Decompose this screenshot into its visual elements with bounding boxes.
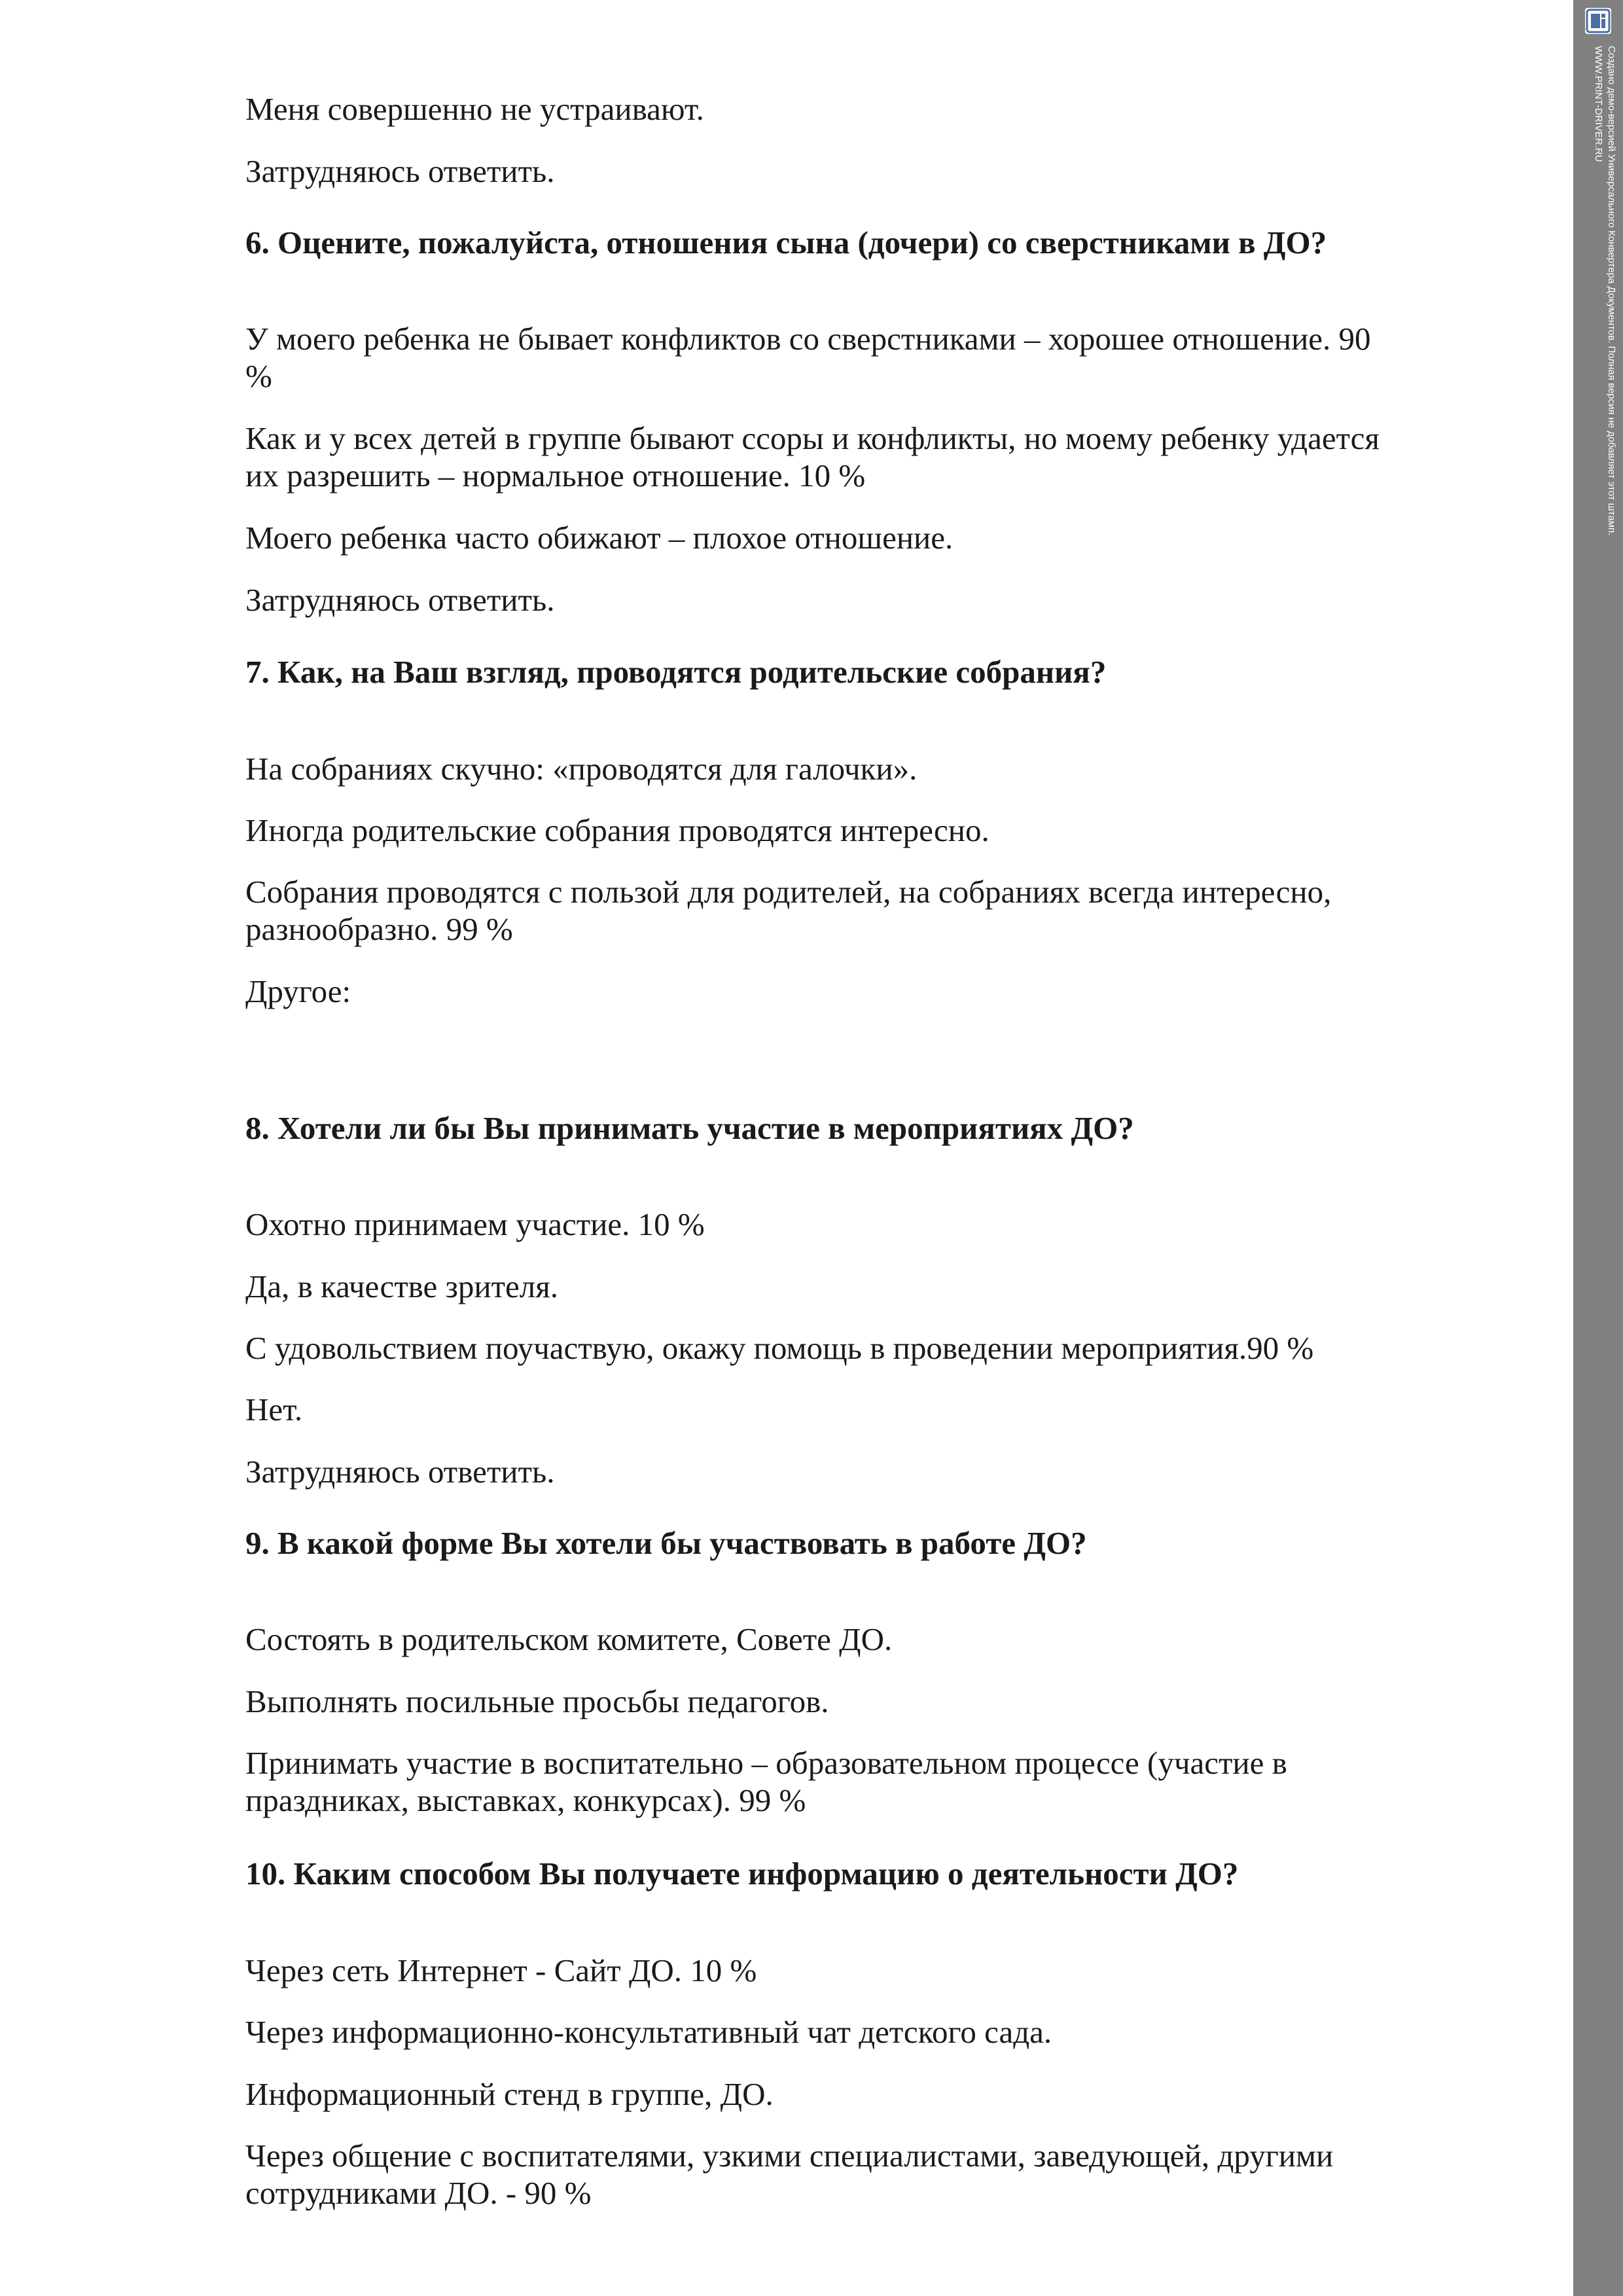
question-8-answer-1 bbox=[245, 1206, 1397, 1243]
question-10-answer-3 bbox=[245, 2075, 1397, 2113]
question-7-answer-4 bbox=[245, 973, 1397, 1010]
watermark-line-1: Создано демо-версией Универсального Конвертера Документов. Полная версия не добавляет этот штамп. bbox=[1606, 46, 1617, 536]
question-title: 10. Каким способом Вы получаете информацию о деятельности ДО? bbox=[245, 1856, 1239, 1892]
question-title: 8. Хотели ли бы Вы принимать участие в мероприятиях ДО? bbox=[245, 1110, 1134, 1146]
answer-line: Нет. bbox=[245, 1391, 303, 1427]
answer-line: Моего ребенка часто обижают – плохое отношение. bbox=[245, 520, 954, 556]
intro-answers bbox=[245, 90, 1397, 128]
question-10-answer-2 bbox=[245, 2013, 1397, 2051]
question-8 bbox=[245, 1109, 1397, 1147]
answer-line: Другое: bbox=[245, 973, 351, 1009]
document-converter-logo-icon bbox=[1585, 8, 1611, 34]
answer-line: Да, в качестве зрителя. bbox=[245, 1268, 559, 1304]
answer-line: Охотно принимаем участие. 10 % bbox=[245, 1206, 705, 1242]
answer-line: Принимать участие в воспитательно – образовательном процессе (участие в праздниках, выставках, конкурсах). 99 % bbox=[245, 1745, 1287, 1818]
question-6-answer-3 bbox=[245, 519, 1397, 556]
answer-line: Как и у всех детей в группе бывают ссоры и конфликты, но моему ребенку удается их разрешить – нормальное отношение. 10 % bbox=[245, 420, 1380, 493]
question-7-answer-1 bbox=[245, 750, 1397, 787]
watermark-line-2: WWW.PRINT-DRIVER.RU bbox=[1593, 46, 1604, 162]
question-9-answer-2 bbox=[245, 1683, 1397, 1720]
question-9-answer-1 bbox=[245, 1621, 1397, 1658]
question-6-answer-2 bbox=[245, 420, 1397, 494]
question-8-answer-4 bbox=[245, 1391, 1397, 1428]
answer-line: Состоять в родительском комитете, Совете ДО. bbox=[245, 1621, 893, 1657]
answer-line: Через информационно-консультативный чат детского сада. bbox=[245, 2014, 1052, 2050]
question-7-answer-3 bbox=[245, 873, 1397, 948]
answer-line: Затрудняюсь ответить. bbox=[245, 1454, 555, 1490]
answer-line: Через общение с воспитателями, узкими специалистами, заведующей, другими сотрудниками ДО. - 90 % bbox=[245, 2138, 1334, 2211]
answer-line: Через сеть Интернет - Сайт ДО. 10 % bbox=[245, 1952, 757, 1988]
question-7 bbox=[245, 653, 1397, 691]
question-9-answer-3 bbox=[245, 1744, 1397, 1819]
answer-line: Собрания проводятся с пользой для родителей, на собраниях всегда интересно, разнообразно. 99 % bbox=[245, 874, 1332, 947]
question-8-answer-2 bbox=[245, 1268, 1397, 1305]
answer-line: У моего ребенка не бывает конфликтов со сверстниками – хорошее отношение. 90 % bbox=[245, 321, 1371, 394]
watermark-text bbox=[1592, 46, 1618, 535]
question-7-answer-2 bbox=[245, 812, 1397, 849]
question-6 bbox=[245, 224, 1397, 261]
intro-answers-2 bbox=[245, 152, 1397, 190]
question-title: 7. Как, на Ваш взгляд, проводятся родительские собрания? bbox=[245, 654, 1107, 690]
answer-line: Меня совершенно не устраивают. bbox=[245, 91, 704, 127]
question-10 bbox=[245, 1855, 1397, 1892]
answer-line: Затрудняюсь ответить. bbox=[245, 582, 555, 618]
question-10-answer-1 bbox=[245, 1952, 1397, 1989]
answer-line: С удовольствием поучаствую, окажу помощь в проведении мероприятия.90 % bbox=[245, 1330, 1314, 1366]
question-6-answers bbox=[245, 320, 1397, 395]
question-6-answer-4 bbox=[245, 581, 1397, 619]
question-title: 9. В какой форме Вы хотели бы участвовать в работе ДО? bbox=[245, 1525, 1087, 1561]
answer-line: На собраниях скучно: «проводятся для галочки». bbox=[245, 751, 918, 787]
answer-line: Информационный стенд в группе, ДО. bbox=[245, 2076, 774, 2112]
answer-line: Затрудняюсь ответить. bbox=[245, 153, 555, 189]
question-title: 6. Оцените, пожалуйста, отношения сына (дочери) со сверстниками в ДО? bbox=[245, 224, 1327, 260]
answer-line: Иногда родительские собрания проводятся интересно. bbox=[245, 812, 990, 848]
question-8-answer-3 bbox=[245, 1329, 1397, 1367]
question-9 bbox=[245, 1524, 1397, 1562]
watermark-sidebar bbox=[1573, 0, 1623, 2296]
question-10-answer-4 bbox=[245, 2137, 1397, 2212]
question-8-answer-5 bbox=[245, 1453, 1397, 1490]
answer-line: Выполнять посильные просьбы педагогов. bbox=[245, 1683, 829, 1719]
